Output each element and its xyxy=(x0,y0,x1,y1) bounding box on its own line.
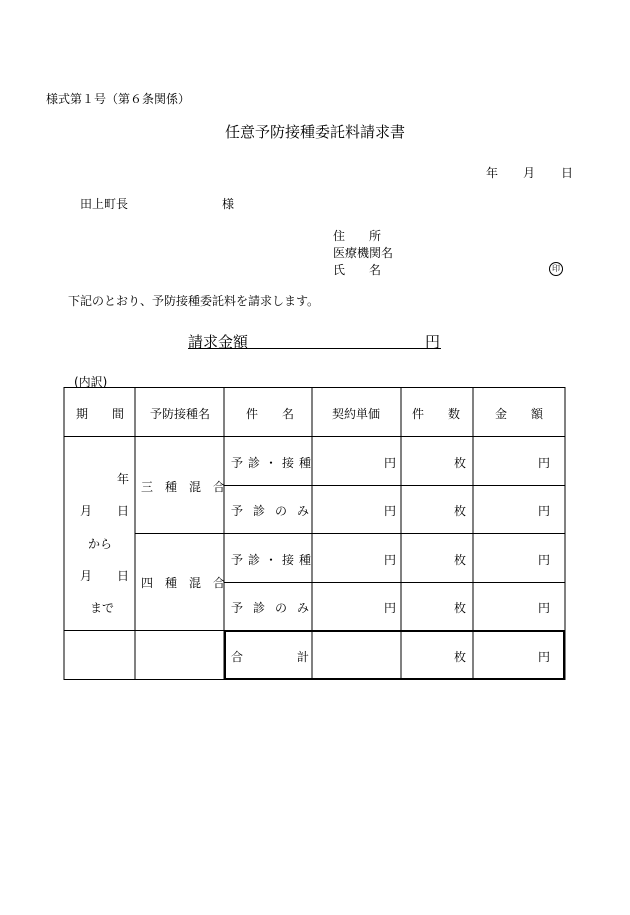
date-year-label: 年 xyxy=(486,166,499,180)
count-sheets: 枚 xyxy=(454,456,467,470)
institution-label: 医療機関名 xyxy=(333,246,394,260)
total-label-right: 計 xyxy=(297,650,310,664)
vaccine-name: 四 種 混 合 xyxy=(141,576,226,590)
period-from: から xyxy=(88,537,113,551)
seal-mark: 印 xyxy=(549,262,563,276)
vaccine-name: 三 種 混 合 xyxy=(141,480,226,494)
date-day-label: 日 xyxy=(561,166,574,180)
header-item: 件 名 xyxy=(246,407,295,421)
date-month-label: 月 xyxy=(523,166,536,180)
addressee-honorific: 様 xyxy=(222,197,235,211)
name-label: 氏 名 xyxy=(333,263,382,277)
header-unit-price: 契約単価 xyxy=(332,407,381,421)
period-month-1: 月 xyxy=(80,504,93,518)
count-sheets: 枚 xyxy=(454,601,467,615)
header-count: 件 数 xyxy=(412,407,461,421)
total-label-left: 合 xyxy=(231,650,244,664)
count-sheets: 枚 xyxy=(454,504,467,518)
unit-price-yen: 円 xyxy=(384,504,397,518)
addressee-name: 田上町長 xyxy=(80,197,129,211)
amount-label: 請求金額 xyxy=(188,333,249,351)
amount-yen: 円 xyxy=(538,456,551,470)
unit-price-yen: 円 xyxy=(384,456,397,470)
item-name-text: 予診・接種 xyxy=(231,456,317,470)
total-amount-yen: 円 xyxy=(538,650,551,664)
amount-yen: 円 xyxy=(538,504,551,518)
item-name-text: 予診・接種 xyxy=(231,553,317,567)
page-title: 任意予防接種委託料請求書 xyxy=(224,123,405,141)
breakdown-label: (内訳) xyxy=(74,375,108,389)
period-year: 年 xyxy=(117,472,130,486)
amount-yen: 円 xyxy=(538,601,551,615)
amount-unit: 円 xyxy=(425,333,441,351)
total-row-highlight xyxy=(225,631,564,679)
item-name xyxy=(231,502,319,519)
period-month-2: 月 xyxy=(80,569,93,583)
item-name-text: 予診のみ xyxy=(231,601,320,615)
period-day-2: 日 xyxy=(117,569,130,583)
intro-text: 下記のとおり、予防接種委託料を請求します。 xyxy=(68,294,320,308)
unit-price-yen: 円 xyxy=(384,553,397,567)
period-until: まで xyxy=(90,601,115,615)
item-name-text: 予診のみ xyxy=(231,504,320,518)
count-sheets: 枚 xyxy=(454,553,467,567)
amount-yen: 円 xyxy=(538,553,551,567)
header-vaccine: 予防接種名 xyxy=(150,407,211,421)
address-label: 住 所 xyxy=(333,229,382,243)
item-name xyxy=(231,551,316,568)
item-name xyxy=(231,454,316,471)
total-count-sheets: 枚 xyxy=(454,650,467,664)
header-period: 期 間 xyxy=(76,407,125,421)
item-name xyxy=(231,599,319,616)
header-amount: 金 額 xyxy=(495,407,544,421)
form-number-label: 様式第１号（第６条関係） xyxy=(46,92,191,106)
unit-price-yen: 円 xyxy=(384,601,397,615)
period-day-1: 日 xyxy=(117,504,130,518)
